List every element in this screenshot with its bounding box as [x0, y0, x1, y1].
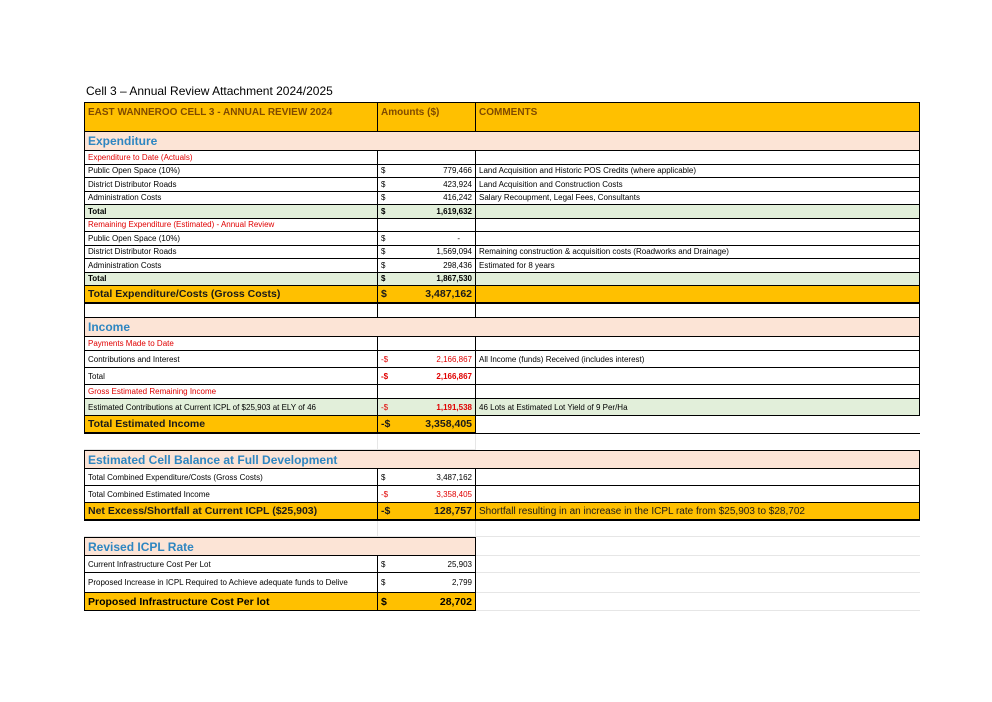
row-comment: Land Acquisition and Construction Costs: [476, 178, 920, 192]
currency-symbol: -$: [381, 489, 389, 499]
currency-symbol: $: [381, 274, 386, 284]
row-comment: Land Acquisition and Historic POS Credits (where applicable): [476, 165, 920, 179]
icpl-section: [84, 537, 920, 556]
table-row: [84, 178, 920, 192]
expenditure-heading: Expenditure: [84, 132, 920, 151]
amount-value: 2,166,867: [436, 354, 472, 364]
table-row: [84, 192, 920, 206]
table-row: [84, 469, 920, 486]
table-row: [84, 232, 920, 246]
row-item: Total: [84, 368, 378, 385]
table-row: [84, 351, 920, 368]
amount-value: 1,867,530: [436, 274, 472, 284]
spacer-row: [84, 434, 920, 450]
row-item: Net Excess/Shortfall at Current ICPL ($25,903): [84, 503, 378, 520]
currency-symbol: -$: [381, 418, 391, 430]
expenditure-grand-total-row: [84, 286, 920, 304]
amount-value: 3,487,162: [425, 288, 472, 300]
estimated-subheading-row: [84, 385, 920, 399]
table-row: [84, 165, 920, 179]
proposed-icpl-row: [84, 593, 920, 611]
paid-total-row: [84, 368, 920, 385]
header-title: EAST WANNEROO CELL 3 - ANNUAL REVIEW 2024: [84, 103, 378, 132]
row-comment: All Income (funds) Received (includes interest): [476, 351, 920, 368]
income-heading: Income: [84, 318, 920, 337]
row-comment: Remaining construction & acquisition costs (Roadworks and Drainage): [476, 246, 920, 260]
actuals-total-row: [84, 205, 920, 219]
currency-symbol: $: [381, 288, 387, 300]
amount-value: 3,358,405: [436, 489, 472, 499]
remaining-subheading-row: [84, 219, 920, 233]
row-item: Contributions and Interest: [84, 351, 378, 368]
row-item: Total: [84, 273, 378, 287]
row-comment: Shortfall resulting in an increase in the ICPL rate from $25,903 to $28,702: [476, 503, 920, 520]
currency-symbol: $: [381, 179, 386, 189]
amount-value: 28,702: [439, 595, 472, 608]
table-row: [84, 486, 920, 503]
page-title: Cell 3 – Annual Review Attachment 2024/2025: [86, 84, 333, 98]
remaining-total-row: [84, 273, 920, 287]
table-row: [84, 259, 920, 273]
row-item: Total Combined Expenditure/Costs (Gross Costs): [84, 469, 378, 486]
currency-symbol: $: [381, 578, 386, 587]
table-row: [84, 556, 920, 573]
table-row: [84, 246, 920, 260]
currency-symbol: $: [381, 193, 386, 203]
currency-symbol: $: [381, 595, 387, 608]
row-item: Public Open Space (10%): [84, 232, 378, 246]
paid-subheading: Payments Made to Date: [84, 337, 378, 351]
paid-subheading-row: [84, 337, 920, 351]
row-item: District Distributor Roads: [84, 178, 378, 192]
table-row: [84, 399, 920, 416]
row-item: Total: [84, 205, 378, 219]
balance-section: [84, 450, 920, 469]
estimated-subheading: Gross Estimated Remaining Income: [84, 385, 378, 399]
currency-symbol: $: [381, 206, 386, 216]
row-comment: [476, 232, 920, 246]
row-item: Administration Costs: [84, 259, 378, 273]
amount-value: 423,924: [443, 179, 472, 189]
balance-heading: Estimated Cell Balance at Full Development: [84, 451, 920, 469]
currency-symbol: $: [381, 166, 386, 176]
spacer-row: [84, 304, 920, 318]
currency-symbol: $: [381, 233, 386, 243]
amount-value: 2,799: [451, 578, 472, 587]
amount-value: 298,436: [443, 260, 472, 270]
income-section: [84, 318, 920, 337]
row-item: District Distributor Roads: [84, 246, 378, 260]
row-item: Administration Costs: [84, 192, 378, 206]
amount-value: 416,242: [443, 193, 472, 203]
actuals-subheading-row: [84, 151, 920, 165]
row-item: Total Expenditure/Costs (Gross Costs): [84, 286, 378, 303]
amount-value: 1,191,538: [436, 402, 472, 412]
header-amounts: Amounts ($): [378, 103, 476, 132]
amount-value: 1,619,632: [436, 206, 472, 216]
expenditure-section: [84, 132, 920, 151]
spacer-row: [84, 521, 920, 537]
currency-symbol: -$: [381, 354, 389, 364]
currency-symbol: -$: [381, 505, 391, 517]
currency-symbol: $: [381, 247, 386, 257]
remaining-subheading: Remaining Expenditure (Estimated) - Annual Review: [84, 219, 378, 233]
amount-value: -: [457, 233, 460, 243]
currency-symbol: $: [381, 260, 386, 270]
amount-value: 1,569,094: [436, 247, 472, 257]
row-comment: Estimated for 8 years: [476, 259, 920, 273]
row-item: Proposed Infrastructure Cost Per lot: [84, 593, 378, 611]
row-item: Total Estimated Income: [84, 416, 378, 433]
row-item: Current Infrastructure Cost Per Lot: [84, 556, 378, 573]
net-shortfall-row: [84, 503, 920, 521]
row-comment: 46 Lots at Estimated Lot Yield of 9 Per/Ha: [476, 399, 920, 416]
row-item: Public Open Space (10%): [84, 165, 378, 179]
currency-symbol: -$: [381, 402, 389, 412]
review-table: [84, 102, 920, 611]
table-header: [84, 102, 920, 132]
currency-symbol: $: [381, 559, 386, 569]
header-comments: COMMENTS: [476, 103, 920, 132]
amount-value: 2,166,867: [436, 371, 472, 381]
amount-value: 3,487,162: [436, 472, 472, 482]
row-comment: Salary Recoupment, Legal Fees, Consultants: [476, 192, 920, 206]
actuals-subheading: Expenditure to Date (Actuals): [84, 151, 378, 165]
icpl-heading: Revised ICPL Rate: [84, 537, 476, 556]
amount-value: 779,466: [443, 166, 472, 176]
table-row: [84, 573, 920, 593]
row-item: Estimated Contributions at Current ICPL of $25,903 at ELY of 46: [84, 399, 378, 416]
amount-value: 25,903: [447, 559, 472, 569]
amount-value: 128,757: [434, 505, 472, 517]
currency-symbol: -$: [381, 371, 389, 381]
row-item: Total Combined Estimated Income: [84, 486, 378, 503]
amount-value: 3,358,405: [425, 418, 472, 430]
currency-symbol: $: [381, 472, 386, 482]
row-item: Proposed Increase in ICPL Required to Achieve adequate funds to Delive: [84, 573, 378, 593]
income-grand-total-row: [84, 416, 920, 434]
